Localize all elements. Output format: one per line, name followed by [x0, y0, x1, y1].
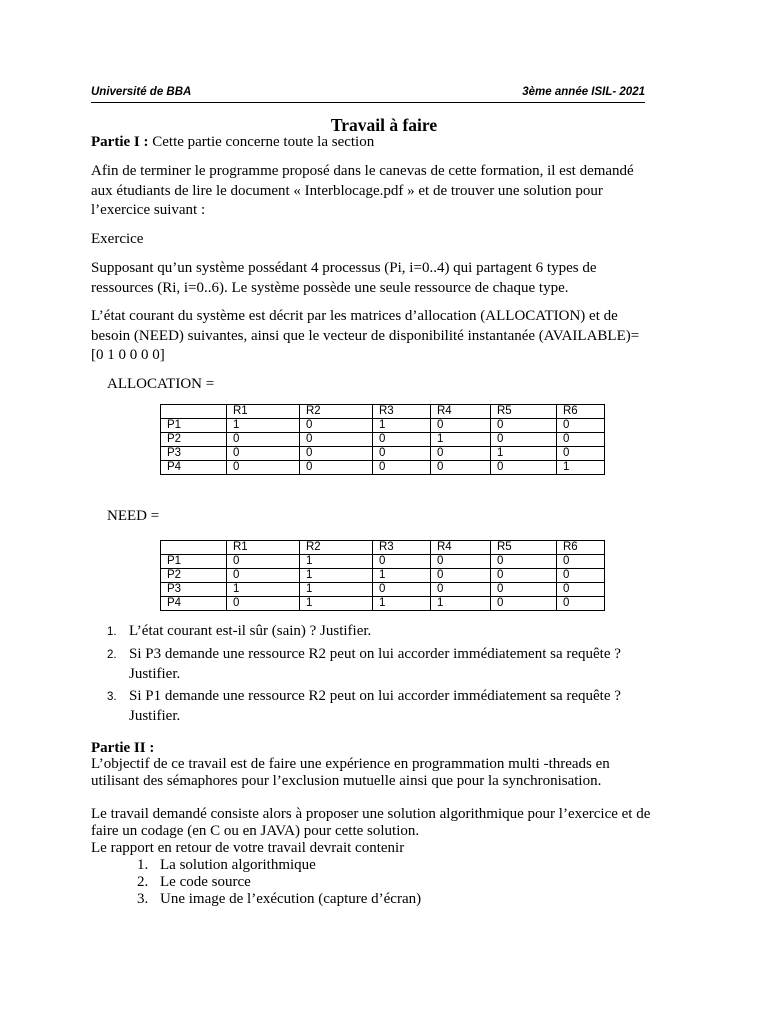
page-header — [91, 86, 645, 103]
table-cell — [161, 541, 227, 555]
question-1 — [129, 622, 669, 642]
text-line: Le travail demandé consiste alors à proposer une solution algorithmique pour l’exercice et de — [91, 806, 651, 822]
list-item: Le code source — [160, 874, 251, 890]
text-line: Supposant qu’un système possédant 4 processus (Pi, i=0..4) qui partagent 6 types de — [91, 260, 597, 276]
table-cell: R3 — [373, 541, 431, 555]
list-number: 3. — [137, 891, 149, 907]
list-number: 1. — [137, 857, 149, 873]
table-cell: R1 — [227, 405, 300, 419]
text-line: faire un codage (en C ou en JAVA) pour cette solution. — [91, 823, 420, 839]
table-row — [161, 419, 605, 433]
table-cell: 1 — [491, 447, 557, 461]
allocation-label: ALLOCATION = — [107, 376, 215, 392]
text-line: L’état courant du système est décrit par les matrices d’allocation (ALLOCATION) et de — [91, 308, 618, 324]
table-cell: 0 — [491, 569, 557, 583]
table-cell: 0 — [227, 433, 300, 447]
list-item: Une image de l’exécution (capture d’écran) — [160, 891, 422, 907]
table-cell: 0 — [491, 433, 557, 447]
exercice-label: Exercice — [91, 231, 144, 247]
table-cell: 1 — [373, 597, 431, 611]
table-cell: 0 — [300, 419, 373, 433]
question-number: 1. — [107, 626, 117, 638]
text-line: aux étudiants de lire le document « Interblocage.pdf » et de trouver une solution pour — [91, 182, 603, 199]
table-row — [161, 583, 605, 597]
table-cell: 0 — [431, 447, 491, 461]
table-cell: 1 — [431, 433, 491, 447]
table-row — [161, 433, 605, 447]
table-cell: 0 — [557, 419, 605, 433]
table-cell: 0 — [557, 433, 605, 447]
table-cell: R6 — [557, 405, 605, 419]
table-cell: 0 — [557, 569, 605, 583]
table-cell: P3 — [161, 447, 227, 461]
table-cell: 0 — [431, 555, 491, 569]
table-cell: 0 — [491, 597, 557, 611]
table-cell: 0 — [491, 583, 557, 597]
table-cell: 0 — [373, 447, 431, 461]
table-cell: 0 — [557, 583, 605, 597]
table-cell: 0 — [300, 461, 373, 475]
table-cell: 1 — [300, 569, 373, 583]
table-cell: 1 — [227, 419, 300, 433]
table-cell: R1 — [227, 541, 300, 555]
table-cell: 1 — [300, 555, 373, 569]
table-cell: 0 — [227, 597, 300, 611]
table-cell: P3 — [161, 583, 227, 597]
text-line: Afin de terminer le programme proposé dans le canevas de cette formation, il est demandé — [91, 163, 634, 179]
table-cell: 0 — [431, 569, 491, 583]
header-year: 3ème année ISIL- 2021 — [522, 86, 645, 98]
partie1-line — [91, 133, 661, 153]
table-cell: 0 — [227, 461, 300, 475]
text-line: Justifier. — [129, 665, 181, 682]
text-line: ressources (Ri, i=0..6). Le système possède une seule ressource de chaque type. — [91, 279, 569, 296]
table-cell: 0 — [557, 555, 605, 569]
table-cell: R2 — [300, 541, 373, 555]
table-cell: 0 — [373, 461, 431, 475]
question-number: 2. — [107, 649, 117, 661]
table-cell: P1 — [161, 555, 227, 569]
table-cell: 1 — [227, 583, 300, 597]
table-cell: 1 — [557, 461, 605, 475]
table-cell: 0 — [557, 447, 605, 461]
allocation-table — [160, 404, 605, 475]
table-cell: R3 — [373, 405, 431, 419]
question-number: 3. — [107, 691, 117, 703]
table-cell: 0 — [491, 555, 557, 569]
table-cell: 0 — [227, 447, 300, 461]
table-row — [161, 597, 605, 611]
page-title: Travail à faire — [330, 115, 438, 135]
table-cell: 0 — [227, 555, 300, 569]
text-line: Le rapport en retour de votre travail devrait contenir — [91, 840, 405, 856]
header-university: Université de BBA — [91, 86, 192, 98]
question-2 — [129, 645, 669, 684]
table-row — [161, 461, 605, 475]
table-row — [161, 569, 605, 583]
table-cell: 0 — [491, 419, 557, 433]
text-line: besoin (NEED) suivantes, ainsi que le vecteur de disponibilité instantanée (AVAILABLE)= — [91, 327, 640, 344]
table-cell: P2 — [161, 433, 227, 447]
text-line: L’objectif de ce travail est de faire une expérience en programmation multi -threads en — [91, 756, 610, 772]
table-header-row — [161, 405, 605, 419]
partie1-text: Cette partie concerne toute la section — [148, 134, 375, 150]
table-cell — [161, 405, 227, 419]
table-cell: 0 — [300, 433, 373, 447]
partie2-paragraph-2 — [91, 806, 671, 857]
table-cell: P4 — [161, 597, 227, 611]
table-cell: 1 — [373, 419, 431, 433]
table-cell: 0 — [373, 583, 431, 597]
table-cell: 0 — [491, 461, 557, 475]
table-cell: 0 — [300, 447, 373, 461]
table-row — [161, 447, 605, 461]
table-cell: 1 — [431, 597, 491, 611]
table-cell: R5 — [491, 541, 557, 555]
list-number: 2. — [137, 874, 149, 890]
table-cell: P4 — [161, 461, 227, 475]
table-cell: P2 — [161, 569, 227, 583]
text-line: [0 1 0 0 0 0] — [91, 347, 165, 363]
table-cell: 0 — [431, 461, 491, 475]
text-line: L’état courant est-il sûr (sain) ? Justifier. — [129, 623, 372, 639]
table-cell: 0 — [373, 433, 431, 447]
partie2-label: Partie II : — [91, 740, 155, 756]
text-line: utilisant des sémaphores pour l’exclusion mutuelle ainsi que pour la synchronisation. — [91, 773, 602, 789]
table-cell: 0 — [227, 569, 300, 583]
table-cell: 1 — [300, 583, 373, 597]
table-cell: 0 — [557, 597, 605, 611]
partie2-paragraph-1 — [91, 756, 671, 790]
table-row — [161, 555, 605, 569]
table-cell: R6 — [557, 541, 605, 555]
etat-paragraph — [91, 307, 661, 366]
table-cell: 0 — [373, 555, 431, 569]
table-header-row — [161, 541, 605, 555]
intro-paragraph — [91, 162, 661, 221]
text-line: l’exercice suivant : — [91, 202, 206, 218]
table-cell: R2 — [300, 405, 373, 419]
table-cell: 0 — [431, 583, 491, 597]
table-cell: P1 — [161, 419, 227, 433]
need-table — [160, 540, 605, 611]
table-cell: 0 — [431, 419, 491, 433]
table-cell: R5 — [491, 405, 557, 419]
partie1-label: Partie I : — [91, 134, 149, 150]
suppose-paragraph — [91, 259, 661, 298]
table-cell: R4 — [431, 541, 491, 555]
table-cell: 1 — [373, 569, 431, 583]
need-label: NEED = — [107, 508, 160, 524]
text-line: Si P1 demande une ressource R2 peut on lui accorder immédiatement sa requête ? — [129, 688, 621, 704]
text-line: Si P3 demande une ressource R2 peut on lui accorder immédiatement sa requête ? — [129, 646, 621, 662]
text-line: Justifier. — [129, 707, 181, 724]
list-item: La solution algorithmique — [160, 857, 316, 873]
table-cell: R4 — [431, 405, 491, 419]
question-3 — [129, 687, 669, 726]
table-cell: 1 — [300, 597, 373, 611]
